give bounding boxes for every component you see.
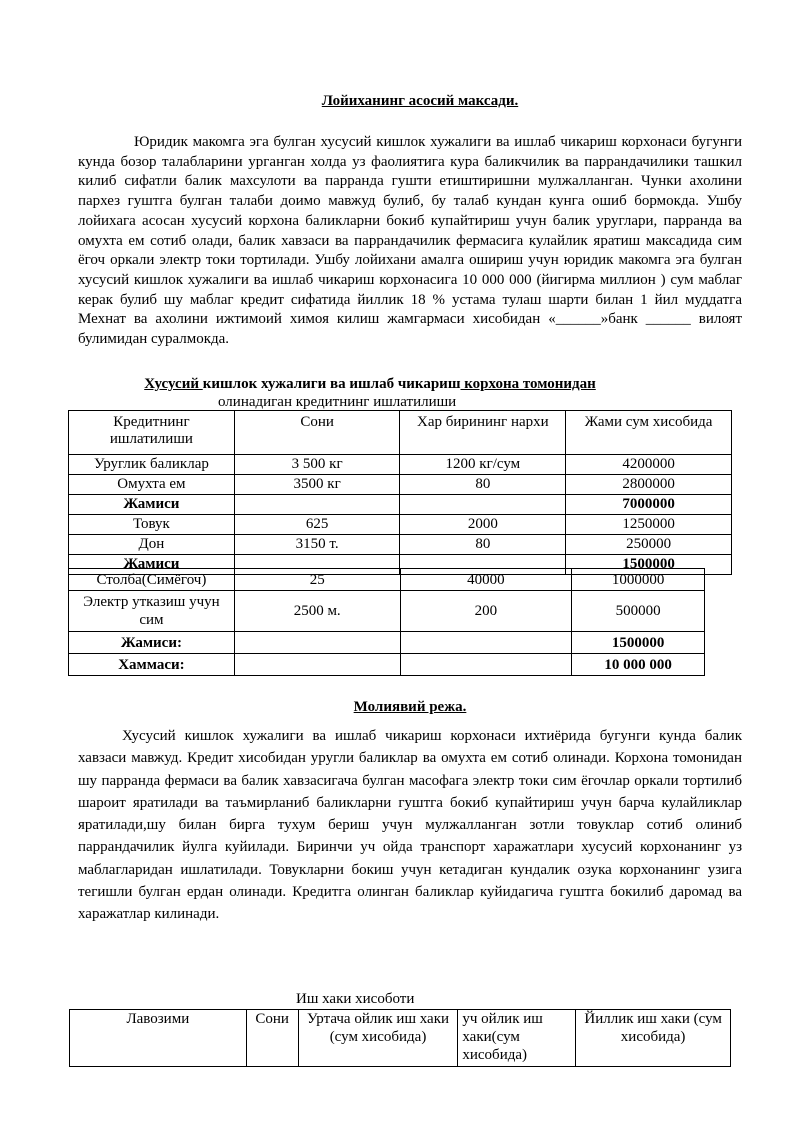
section-title-project-goal: Лойиханинг асосий максади. [321, 93, 519, 109]
table-cell: 1000000 [572, 569, 705, 591]
table-cell [234, 632, 400, 654]
table-row [69, 475, 732, 495]
header-cell: Сони [246, 1010, 298, 1067]
table-cell: 1500000 [572, 632, 705, 654]
table-cell: 25 [234, 569, 400, 591]
header-cell: Жами сум хисобида [566, 411, 732, 455]
table-cell: Хаммаси: [69, 654, 235, 676]
table-row [69, 515, 732, 535]
credit-table-subtitle: олинадиган кредитнинг ишлатилиши [218, 394, 457, 410]
table-cell: Жамиси: [69, 632, 235, 654]
table-cell: 250000 [566, 535, 732, 555]
credit-table-title-part1: Хусусий [144, 376, 203, 392]
table-cell: 40000 [400, 569, 572, 591]
table-cell: 2000 [400, 515, 566, 535]
header-cell: Сони [234, 411, 400, 455]
header-cell: Лавозими [70, 1010, 247, 1067]
table-cell: Жамиси [69, 495, 235, 515]
salary-table-title: Иш хаки хисоботи [296, 991, 415, 1007]
table-cell: 80 [400, 535, 566, 555]
table-row [69, 455, 732, 475]
credit-table-title-part3: корхона томонидан [460, 376, 596, 392]
credit-usage-table [68, 410, 732, 575]
financial-plan-text: Хусусий кишлок хужалиги ва ишлаб чикариш корхонаси ихтиёрида бугунги кунда балик хавзаси мавжуд. Кредит хисобидан уругли баликлар ва омухта ем сотиб олинади. Корхона томонидан шу парранда фермаси ва балик хавзасигача булган масофага электр токи сим ёгочлар оркали тортилиб шароит яратилади ва таъмирланиб баликларни гуштга бокиб купайтириш учун барча кулайликлар яратилади,шу билан бирга тухум бериш учун мулжалланган зотли товуклар сотиб олиниб паррандачилик йулга куйилади. Биринчи уч ойда транспорт харажатлари хусусий корхонанинг уз маблагларидан ишлатилади. Товукларни бокиш учун кетадиган кундалик озука корхонанинг узига тегишли булган ердан олинади. Кредитга олинган баликлар куйидагича гуштга бокилиб даромад ва харажатлар килинади. [78, 728, 742, 923]
table-cell: 2800000 [566, 475, 732, 495]
table-cell: 1250000 [566, 515, 732, 535]
table-cell: 500000 [572, 591, 705, 632]
table-cell [400, 632, 572, 654]
header-cell: уч ойлик иш хаки(сум хисобида) [458, 1010, 576, 1067]
table-cell: Столба(Симёгоч) [69, 569, 235, 591]
table-cell [400, 495, 566, 515]
credit-usage-table-continued [68, 568, 705, 676]
table-cell: 3 500 кг [234, 455, 400, 475]
table-cell: 200 [400, 591, 572, 632]
header-cell: Кредитнинг ишлатилиши [69, 411, 235, 455]
financial-plan-paragraph [78, 725, 742, 926]
table-cell: Омухта ем [69, 475, 235, 495]
project-goal-paragraph [78, 133, 742, 350]
credit-table-title [70, 376, 670, 393]
salary-table [69, 1009, 731, 1067]
table-cell: 7000000 [566, 495, 732, 515]
table-cell: Товук [69, 515, 235, 535]
header-cell: Йиллик иш хаки (сум хисобида) [576, 1010, 731, 1067]
table-cell: 80 [400, 475, 566, 495]
credit-table-title-part2: кишлок хужалиги ва ишлаб чикариш [202, 376, 461, 392]
table-cell: 1500000 [566, 555, 732, 575]
table-row [69, 591, 705, 632]
table-cell: Дон [69, 535, 235, 555]
project-goal-text: Юридик макомга эга булган хусусий кишлок хужалиги ва ишлаб чикариш корхонаси бугунги кунда бозор талабларини урганган холда уз фаолиятига кура баликчилик ва паррандачилики ташкил килиб сифатли балик махсулоти ва парранда гушти етиштиришни мулжалланган. Чунки ахолини пархез гуштга булган талаби доимо мавжуд булиб, бу талаб кундан кунга ошиб бормокда. Ушбу лойихага асосан хусусий корхона баликларни бокиб купайтириш учун балик уруглари, парранда ва омухта ем сотиб олади, балик хавзаси ва паррандачилик фермасига кулайлик яратиш максадида сим ёгоч оркали электр токи тортилади. Ушбу лойихани амалга ошириш учун юридик макомга эга булган хусусий кишлок хужалиги ва ишлаб чикариш корхонасига 10 000 000 (йигирма миллион ) сум маблаг керак булиб шу маблаг кредит сифатида йиллик 18 % устама тулаш шарти билан 1 йил муддатга Мехнат ва ахолини ижтимоий химоя килиш жамгармаси хисобидан «______»банк ______ вилоят булимидан суралмокда. [78, 134, 742, 348]
table-cell [234, 654, 400, 676]
table-row-subtotal [69, 632, 705, 654]
table-header-row [69, 411, 732, 455]
table-row [69, 535, 732, 555]
table-row-total [69, 654, 705, 676]
table-row [69, 569, 705, 591]
table-cell: 2500 м. [234, 591, 400, 632]
table-cell: 1200 кг/сум [400, 455, 566, 475]
table-cell: Электр утказиш учун сим [69, 591, 235, 632]
table-cell: 4200000 [566, 455, 732, 475]
section-title-financial-plan: Молиявий режа. [353, 699, 467, 715]
header-cell: Хар бирининг нархи [400, 411, 566, 455]
header-cell: Уртача ойлик иш хаки (сум хисобида) [298, 1010, 458, 1067]
table-cell: 3500 кг [234, 475, 400, 495]
table-cell [400, 654, 572, 676]
table-cell: 10 000 000 [572, 654, 705, 676]
table-cell [234, 495, 400, 515]
table-row-subtotal [69, 495, 732, 515]
table-cell: Уруглик баликлар [69, 455, 235, 475]
table-cell: 3150 т. [234, 535, 400, 555]
table-cell: Жамиси [69, 555, 235, 575]
table-cell: 625 [234, 515, 400, 535]
table-header-row [70, 1010, 731, 1067]
